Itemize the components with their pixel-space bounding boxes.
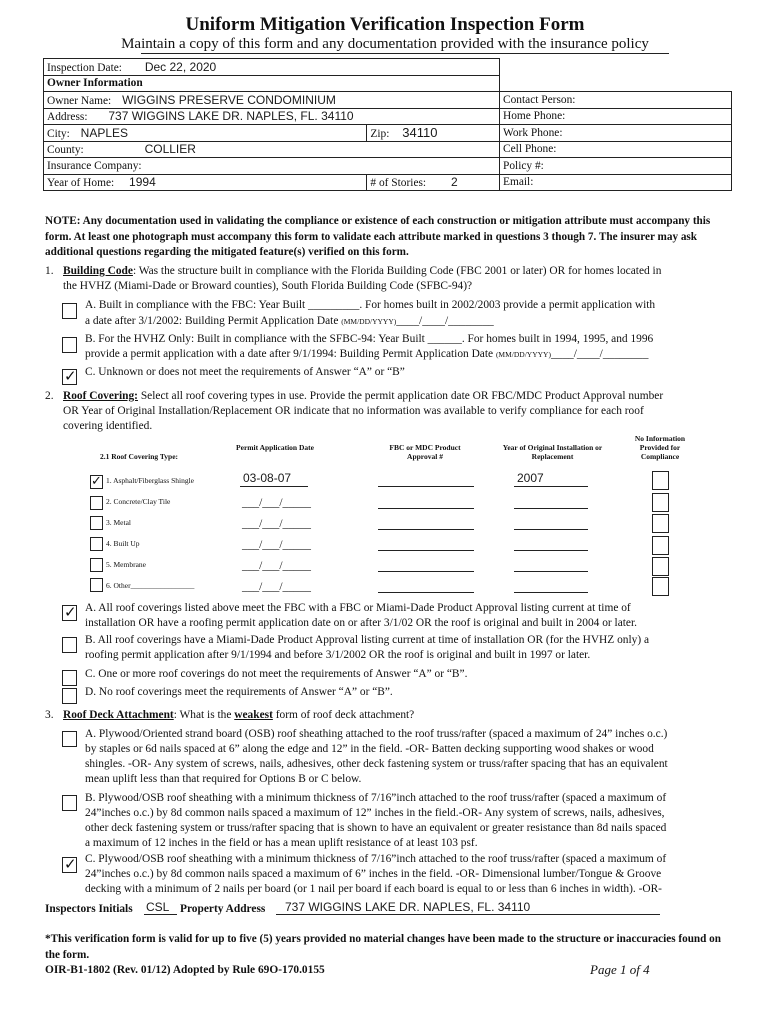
q1-prompt: Building Code: Was the structure built in compliance with the Florida Building Code (FBC 2001 or later) OR for homes located in (63, 265, 662, 277)
roof-type-5-year[interactable] (514, 571, 588, 572)
q2-c-label: C. One or more roof coverings do not meet the requirements of Answer “A” or “B”. (85, 668, 468, 680)
roof-type-2-permit[interactable]: ___/___/_____ (242, 497, 311, 509)
roof-type-4-permit[interactable]: ___/___/_____ (242, 539, 311, 551)
q2-prompt-line2: OR Year of Original Installation/Replacement OR indicate that no information was available to verify compliance for each roof (63, 405, 644, 417)
stories-cell[interactable]: # of Stories: 2 (367, 174, 500, 191)
checkmark-icon: ✓ (64, 855, 77, 873)
q3-a-line3: shingles. -OR- Any system of screws, nails, adhesives, other deck fastening system or truss/rafter spacing that has an equivalent (85, 758, 668, 770)
q3-b-line1: B. Plywood/OSB roof sheathing with a minimum thickness of 7/16”inch attached to the roof truss/rafter (spaced a maximum of (85, 792, 667, 804)
roof-type-1-fbc[interactable] (378, 486, 474, 487)
q2-b-checkbox[interactable] (62, 637, 77, 653)
q3-b-checkbox[interactable] (62, 795, 77, 811)
owner-name-value: WIGGINS PRESERVE CONDOMINIUM (122, 92, 336, 107)
roof-type-3-noinfo-checkbox[interactable] (652, 514, 669, 533)
year-of-home-cell[interactable]: Year of Home: 1994 (44, 174, 367, 191)
zip-value: 34110 (402, 125, 438, 141)
page-number: Page 1 of 4 (590, 962, 650, 977)
roof-type-6-fbc[interactable] (378, 592, 474, 593)
roof-type-2-noinfo-checkbox[interactable] (652, 493, 669, 512)
q2-prompt: Roof Covering: Select all roof covering types in use. Provide the permit application date OR FBC/MDC Product Approval number (63, 390, 664, 402)
col-fbc-header: FBC or MDC Product Approval # (389, 443, 461, 461)
q2-b-line2: roofing permit application after 9/1/1994 and before 3/1/2002 OR the roof is original and built in 1997 or later. (85, 649, 591, 661)
county-cell[interactable]: County: COLLIER (44, 141, 500, 158)
zip-cell[interactable]: Zip: 34110 (367, 125, 500, 142)
form-title: Uniform Mitigation Verification Inspection Form (185, 14, 585, 35)
q1-a-checkbox[interactable] (62, 303, 77, 319)
q1-number: 1. (45, 265, 54, 277)
q2-prompt-line3: covering identified. (63, 420, 153, 432)
insurance-company-cell[interactable]: Insurance Company: (44, 158, 500, 175)
q1-c-checkbox[interactable] (62, 369, 77, 385)
subtitle-underline (141, 53, 669, 54)
roof-type-1-checkbox[interactable] (90, 475, 103, 489)
home-phone-cell[interactable]: Home Phone: (500, 108, 732, 125)
city-cell[interactable]: City: NAPLES (44, 125, 367, 142)
q2-d-label: D. No roof coverings meet the requirements of Answer “A” or “B”. (85, 686, 393, 698)
property-address-value[interactable]: 737 WIGGINS LAKE DR. NAPLES, FL. 34110 (285, 900, 531, 914)
col-permit-header: Permit Application Date (236, 443, 314, 452)
q3-a-checkbox[interactable] (62, 731, 77, 747)
roof-type-5-permit[interactable]: ___/___/_____ (242, 560, 311, 572)
roof-type-1-noinfo-checkbox[interactable] (652, 471, 669, 490)
col-roof-type-header: 2.1 Roof Covering Type: (100, 452, 179, 461)
address-value: 737 WIGGINS LAKE DR. NAPLES, FL. 34110 (108, 109, 354, 124)
q3-number: 3. (45, 709, 54, 721)
roof-type-4-noinfo-checkbox[interactable] (652, 536, 669, 555)
roof-type-3-fbc[interactable] (378, 529, 474, 530)
q2-a-checkbox[interactable] (62, 605, 77, 621)
roof-type-2-fbc[interactable] (378, 508, 474, 509)
col-noinfo-header: No Information Provided for Compliance (634, 434, 686, 461)
q2-a-line2: installation OR have a roofing permit application date on or after 3/1/02 OR the roof is original and built in 2004 or later. (85, 617, 638, 629)
roof-type-2-label: 2. Concrete/Clay Tile (106, 497, 171, 506)
year-of-home-value: 1994 (129, 175, 156, 190)
roof-type-6-year[interactable] (514, 592, 588, 593)
q2-a-line1: A. All roof coverings listed above meet the FBC with a FBC or Miami-Dade Product Approval listing current at time of (85, 602, 631, 614)
owner-name-cell[interactable]: Owner Name: WIGGINS PRESERVE CONDOMINIUM (44, 92, 500, 109)
roof-type-2-year[interactable] (514, 508, 588, 509)
checkmark-icon: ✓ (64, 603, 77, 621)
q3-a-line4: mean uplift less than that required for Options B or C below. (85, 773, 362, 785)
q1-c-label: C. Unknown or does not meet the requirements of Answer “A” or “B” (85, 366, 405, 378)
inspection-date-value: Dec 22, 2020 (144, 59, 217, 74)
address-cell[interactable]: Address: 737 WIGGINS LAKE DR. NAPLES, FL. 34110 (44, 108, 500, 125)
q3-c-line2: 24”inches o.c.) by 8d common nails spaced a maximum of 6” inches in the field. -OR- Dimensional lumber/Tongue & Groove (85, 868, 662, 880)
form-subtitle: Maintain a copy of this form and any documentation provided with the insurance policy (121, 36, 649, 52)
roof-type-1-year[interactable]: 2007 (517, 471, 544, 485)
owner-info-table (43, 58, 732, 191)
q3-c-line3: decking with a minimum of 2 nails per board (or 1 nail per board if each board is equal to or less than 6 inches in width). -OR- (85, 883, 662, 895)
q3-b-line2: 24”inches o.c.) by 8d common nails spaced a maximum of 12” inches in the field.-OR- Any system of screws, nails, adhesives, (85, 807, 665, 819)
roof-type-3-permit[interactable]: ___/___/_____ (242, 518, 311, 530)
q2-b-line1: B. All roof coverings have a Miami-Dade Product Approval listing current at time of installation OR (for the HVHZ only) a (85, 634, 650, 646)
q3-a-line2: by staples or 6d nails spaced at 6” along the edge and 12” in the field. -OR- Batten decking supporting wood shakes or wood (85, 743, 654, 755)
roof-type-3-year[interactable] (514, 529, 588, 530)
inspector-initials-value[interactable]: CSL (146, 900, 170, 914)
policy-cell[interactable]: Policy #: (500, 158, 732, 175)
inspector-initials-label: Inspectors Initials (45, 903, 133, 915)
roof-type-6-label: 6. Other_________________ (106, 581, 195, 590)
q2-d-checkbox[interactable] (62, 688, 77, 704)
work-phone-cell[interactable]: Work Phone: (500, 125, 732, 142)
q1-prompt-line2: the HVHZ (Miami-Dade or Broward counties), South Florida Building Code (SFBC-94)? (63, 280, 473, 292)
validity-note: *This verification form is valid for up to five (5) years provided no material changes have been made to the structure or inaccuracies found on the form. (45, 933, 721, 961)
roof-type-3-checkbox[interactable] (90, 516, 103, 530)
roof-type-6-permit[interactable]: ___/___/_____ (242, 581, 311, 593)
cell-phone-cell[interactable]: Cell Phone: (500, 141, 732, 158)
roof-type-6-noinfo-checkbox[interactable] (652, 577, 669, 596)
q3-b-line4: a maximum of 12 inches in the field or has a mean uplift resistance of at least 103 psf. (85, 837, 478, 849)
roof-type-6-checkbox[interactable] (90, 578, 103, 592)
checkmark-icon: ✓ (64, 367, 77, 385)
note-text: NOTE: Any documentation used in validating the compliance or existence of each construction or mitigation attribute must accompany this form. At least one photograph must accompany this form to validate each attribute marked in questions 3 though 7. The insurer may ask additional questions regarding the mitigated feature(s) verified on this form. (45, 215, 711, 258)
form-id: OIR-B1-1802 (Rev. 01/12) Adopted by Rule 69O-170.0155 (45, 964, 325, 976)
roof-type-3-label: 3. Metal (106, 518, 131, 527)
roof-type-5-noinfo-checkbox[interactable] (652, 557, 669, 576)
roof-type-1-label: 1. Asphalt/Fiberglass Shingle (106, 476, 194, 485)
q2-number: 2. (45, 390, 54, 402)
q2-c-checkbox[interactable] (62, 670, 77, 686)
email-cell[interactable]: Email: (500, 174, 732, 191)
roof-type-4-fbc[interactable] (378, 550, 474, 551)
owner-info-heading: Owner Information (44, 75, 500, 92)
roof-type-4-label: 4. Built Up (106, 539, 140, 548)
q1-b-line1: B. For the HVHZ Only: Built in compliance with the SFBC-94: Year Built ______. For homes built in 1994, 1995, and 1996 (85, 333, 654, 345)
q3-c-checkbox[interactable] (62, 857, 77, 873)
q1-b-line2: provide a permit application with a date after 9/1/1994: Building Permit Application Date (MM/DD/YYYY)____/____/________ (85, 348, 649, 360)
roof-type-1-permit[interactable]: 03-08-07 (243, 471, 292, 485)
contact-person-cell[interactable]: Contact Person: (500, 92, 732, 109)
stories-value: 2 (450, 175, 458, 190)
property-address-label: Property Address (180, 903, 266, 915)
q3-a-line1: A. Plywood/Oriented strand board (OSB) roof sheathing attached to the roof truss/rafter (spaced a maximum of 24” inches o.c.) (85, 728, 668, 740)
city-value: NAPLES (80, 125, 129, 140)
roof-type-5-fbc[interactable] (378, 571, 474, 572)
inspection-date-cell[interactable] (44, 59, 500, 76)
checkmark-icon: ✓ (91, 474, 102, 489)
q3-c-line1: C. Plywood/OSB roof sheathing with a minimum thickness of 7/16”inch attached to the roof truss/rafter (spaced a maximum of (85, 853, 667, 865)
roof-type-4-year[interactable] (514, 550, 588, 551)
roof-type-2-checkbox[interactable] (90, 496, 103, 510)
county-value: COLLIER (144, 142, 196, 157)
q1-b-checkbox[interactable] (62, 337, 77, 353)
roof-type-5-checkbox[interactable] (90, 558, 103, 572)
q1-a-line1: A. Built in compliance with the FBC: Year Built _________. For homes built in 2002/2003 provide a permit application with (85, 299, 656, 311)
inspection-date-label: Inspection Date: (47, 61, 122, 74)
q3-b-line3: other deck fastening system or truss/rafter spacing that is shown to have an equivalent or greater resistance than 8d nails spaced (85, 822, 667, 834)
col-year-header: Year of Original Installation or Replacement (502, 443, 603, 461)
q3-prompt: Roof Deck Attachment: What is the weakest form of roof deck attachment? (63, 709, 415, 721)
roof-type-5-label: 5. Membrane (106, 560, 146, 569)
roof-type-4-checkbox[interactable] (90, 537, 103, 551)
q1-a-line2: a date after 3/1/2002: Building Permit Application Date (MM/DD/YYYY)____/____/________ (85, 315, 494, 327)
